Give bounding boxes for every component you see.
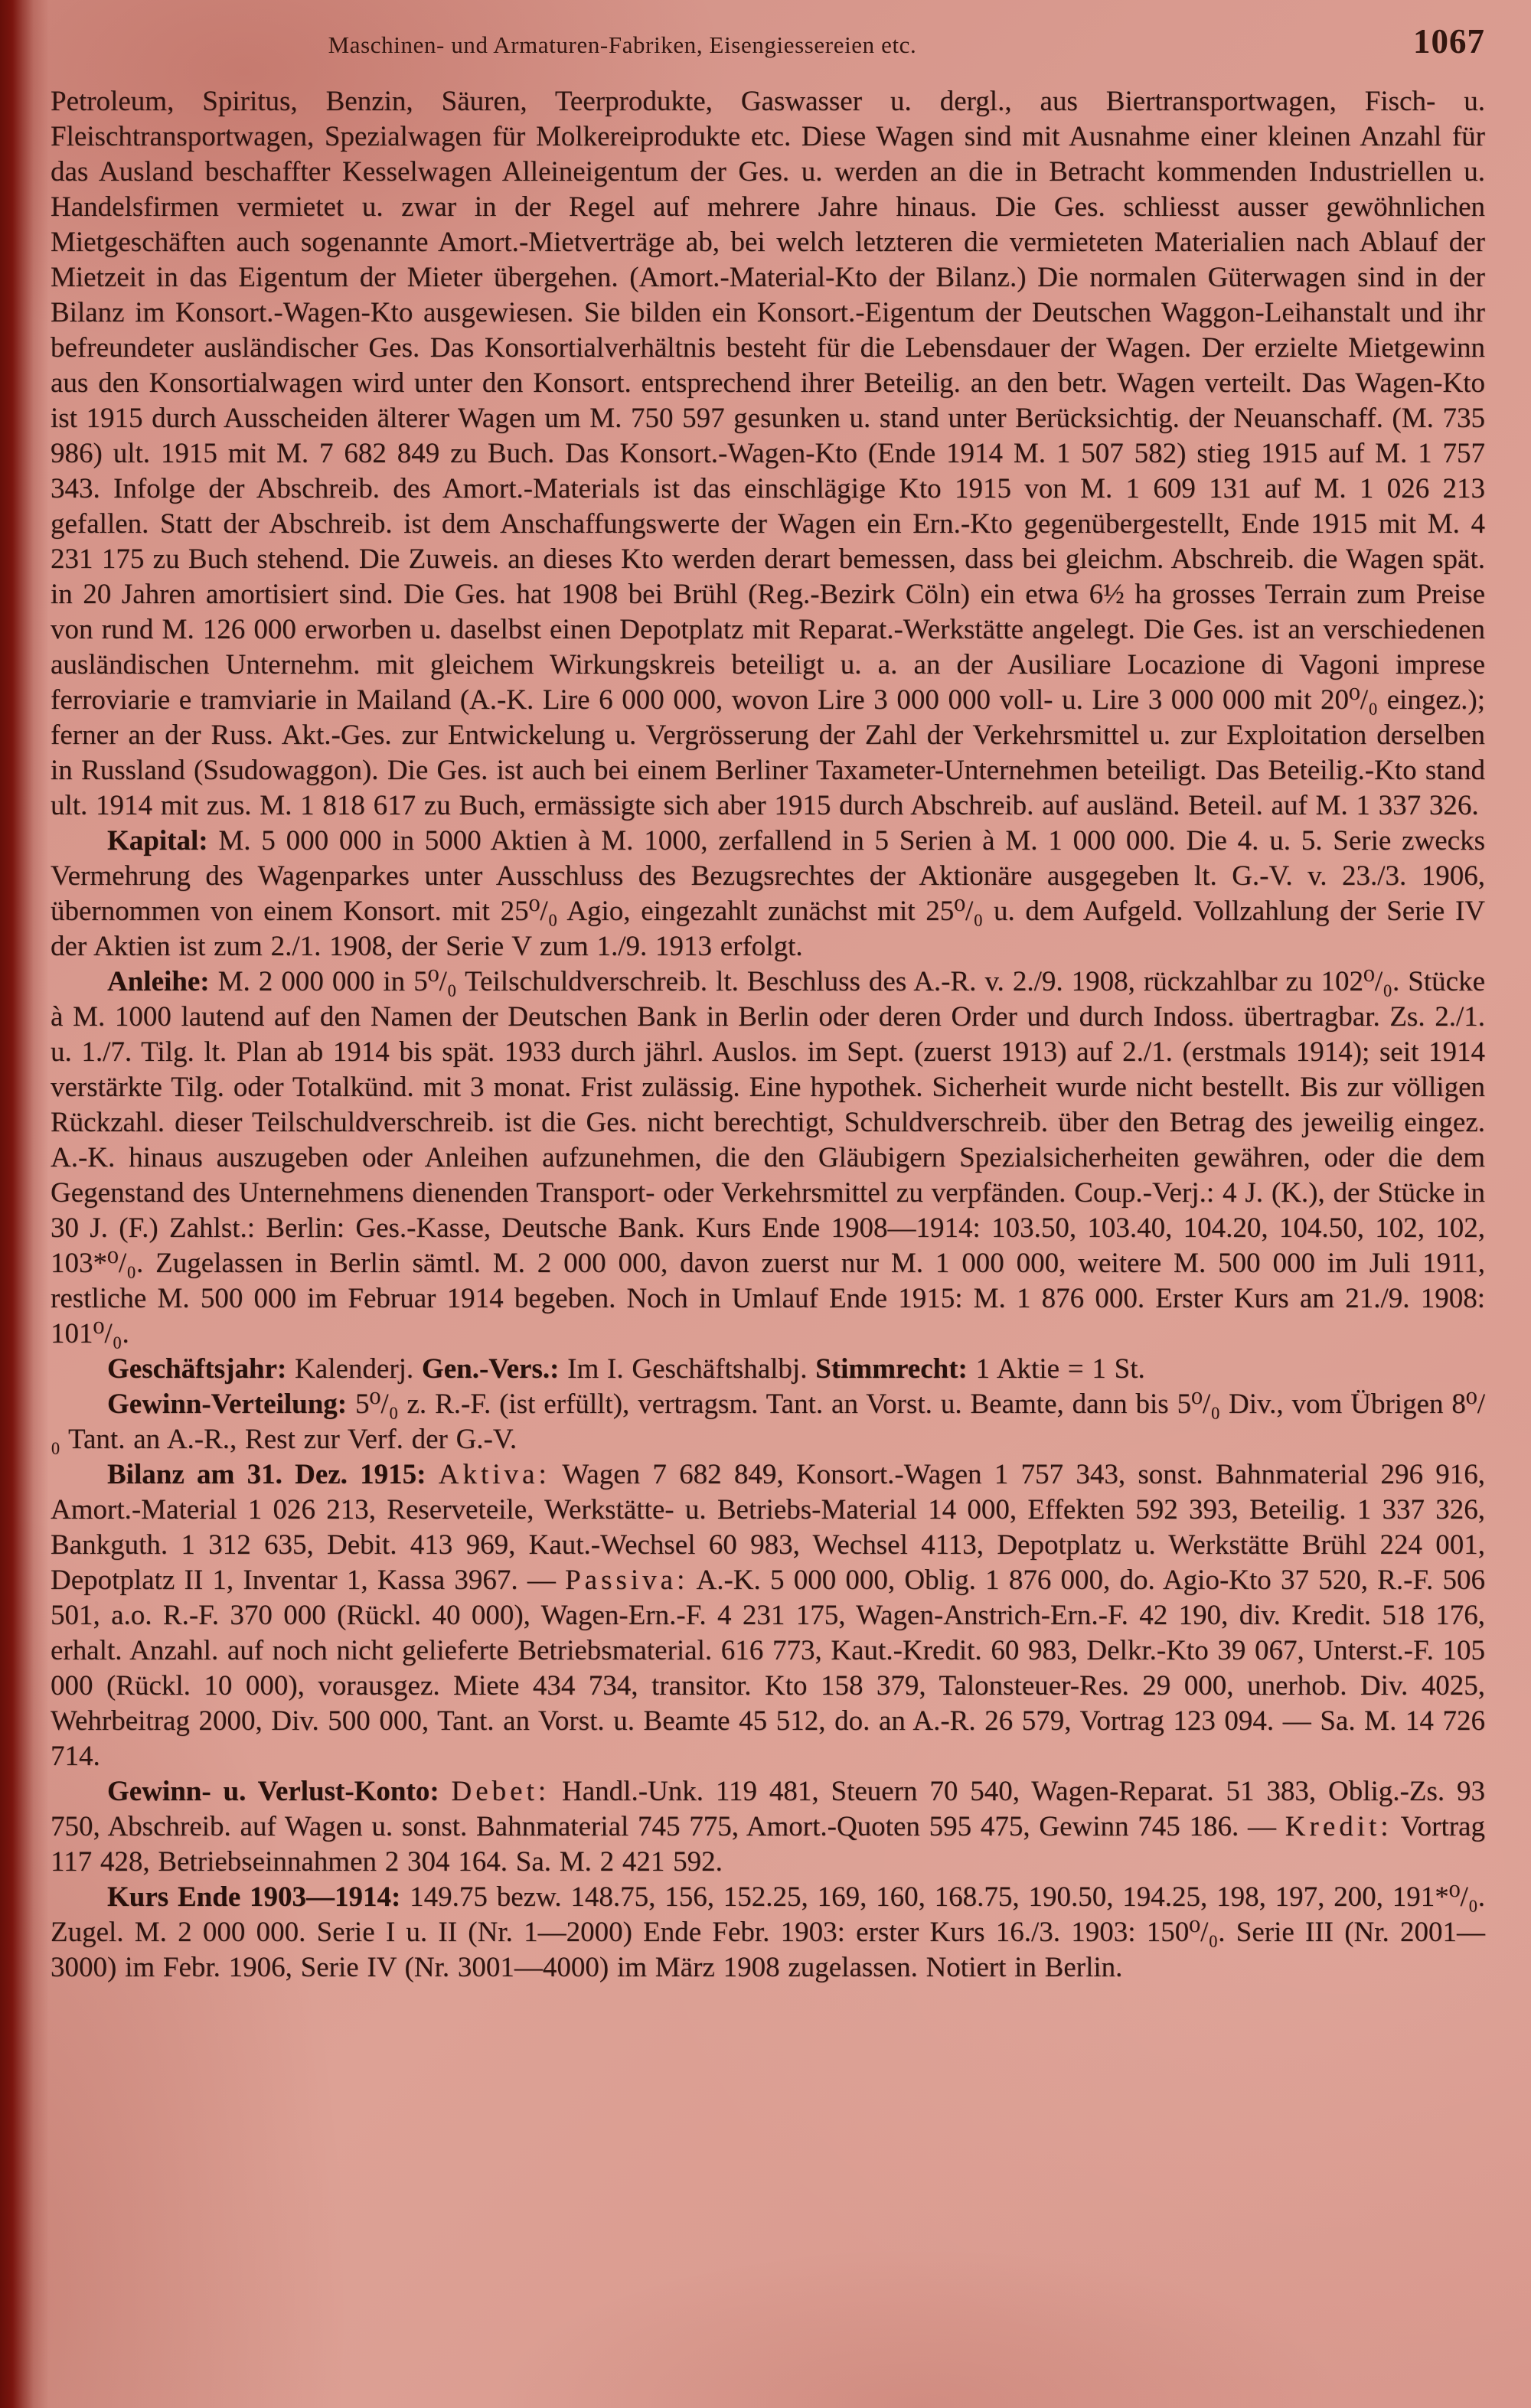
paragraph-gewinn-verteilung xyxy=(51,1387,1485,1457)
entry-body xyxy=(51,84,1485,1985)
stimmrecht-label: Stimmrecht: xyxy=(815,1353,968,1385)
gewinn-verteilung-label: Gewinn-Verteilung: xyxy=(107,1388,348,1420)
kredit-label: Kredit: xyxy=(1285,1811,1392,1842)
geschaeftsjahr-label: Geschäftsjahr: xyxy=(107,1353,287,1385)
kurs-label: Kurs Ende 1903—1914: xyxy=(107,1881,401,1913)
description-text: Petroleum, Spiritus, Benzin, Säuren, Teerprodukte, Gaswasser u. dergl., aus Biertransportwagen, Fisch- u. Fleischtransportwagen, Spezialwagen für Molkereiprodukte etc. Diese Wagen sind mit Ausnahme einer kleinen Anzahl für das Ausland beschaffter Kesselwagen Alleineigentum der Ges. u. werden an die in Betracht kommenden Industriellen u. Handelsfirmen vermietet u. zwar in der Regel auf mehrere Jahre hinaus. Die Ges. schliesst ausser gewöhnlichen Mietgeschäften auch sogenannte Amort.-Mietverträge ab, bei welch letzteren die vermieteten Materialien nach Ablauf der Mietzeit in das Eigentum der Mieter übergehen. (Amort.-Material-Kto der Bilanz.) Die normalen Güterwagen sind in der Bilanz im Konsort.-Wagen-Kto ausgewiesen. Sie bilden ein Konsort.-Eigentum der Deutschen Waggon-Leihanstalt und ihr befreundeter ausländischer Ges. Das Konsortialverhältnis besteht für die Lebensdauer der Wagen. Der erzielte Mietgewinn aus den Konsortialwagen wird unter den Konsort. entsprechend ihrer Beteilig. an den betr. Wagen verteilt. Das Wagen-Kto ist 1915 durch Ausscheiden älterer Wagen um M. 750 597 gesunken u. stand unter Berücksichtig. der Neuanschaff. (M. 735 986) ult. 1915 mit M. 7 682 849 zu Buch. Das Konsort.-Wagen-Kto (Ende 1914 M. 1 507 582) stieg 1915 auf M. 1 757 343. Infolge der Abschreib. des Amort.-Materials ist das einschlägige Kto 1915 von M. 1 609 131 auf M. 1 026 213 gefallen. Statt der Abschreib. ist dem Anschaffungswerte der Wagen ein Ern.-Kto gegenübergestellt, Ende 1915 mit M. 4 231 175 zu Buch stehend. Die Zuweis. an dieses Kto werden derart bemessen, dass bei gleichm. Abschreib. die Wagen spät. in 20 Jahren amortisiert sind. Die Ges. hat 1908 bei Brühl (Reg.-Bezirk Cöln) ein etwa 6½ ha grosses Terrain zum Preise von rund M. 126 000 erworben u. daselbst einen Depotplatz mit Reparat.-Werkstätte angelegt. Die Ges. ist an verschiedenen ausländischen Unternehm. mit gleichem Wirkungskreis beteiligt u. a. an der Ausiliare Locazione di Vagoni imprese ferroviarie e tramviarie in Mailand (A.-K. Lire 6 000 000, wovon Lire 3 000 000 voll- u. Lire 3 000 000 mit 20⁰/₀ eingez.); ferner an der Russ. Akt.-Ges. zur Entwickelung u. Vergrösserung der Zahl der Verkehrsmittel u. zur Exploitation derselben in Russland (Ssudowaggon). Die Ges. ist auch bei einem Berliner Taxameter-Unternehmen beteiligt. Das Beteilig.-Kto stand ult. 1914 mit zus. M. 1 818 617 zu Buch, ermässigte sich aber 1915 durch Abschreib. auf ausländ. Beteil. auf M. 1 337 326. xyxy=(51,86,1485,821)
bilanz-label: Bilanz am 31. Dez. 1915: xyxy=(107,1459,439,1490)
passiva-text: A.-K. 5 000 000, Oblig. 1 876 000, do. Agio-Kto 37 520, R.-F. 506 501, a.o. R.-F. 370 000 (Rückl. 40 000), Wagen-Ern.-F. 4 231 175, Wagen-Anstrich-Ern.-F. 42 190, div. Kredit. 518 176, erhalt. Anzahl. auf noch nicht gelieferte Betriebsmaterial. 616 773, Kaut.-Kredit. 60 983, Delkr.-Kto 39 067, Unterst.-F. 105 000 (Rückl. 10 000), vorausgez. Miete 434 734, transitor. Kto 158 379, Talonsteuer-Res. 29 000, unerhob. Div. 4025, Wehrbeitrag 2000, Div. 500 000, Tant. an Vorst. u. Beamte 45 512, do. an A.-R. 26 579, Vortrag 123 094. — Sa. M. 14 726 714. xyxy=(51,1565,1485,1772)
kapital-text: M. 5 000 000 in 5000 Aktien à M. 1000, zerfallend in 5 Serien à M. 1 000 000. Die 4. u. 5. Serie zwecks Vermehrung des Wagenparkes unter Ausschluss des Bezugsrechtes der Aktionäre ausgegeben lt. G.-V. v. 23./3. 1906, übernommen von einem Konsort. mit 25⁰/₀ Agio, eingezahlt zunächst mit 25⁰/₀ u. dem Aufgeld. Vollzahlung der Serie IV der Aktien ist zum 2./1. 1908, der Serie V zum 1./9. 1913 erfolgt. xyxy=(51,825,1485,962)
kredit-text: Vortrag 117 428, Betriebseinnahmen 2 304 164. Sa. M. 2 421 592. xyxy=(51,1811,1485,1878)
kurs-text: 149.75 bezw. 148.75, 156, 152.25, 169, 160, 168.75, 190.50, 194.25, 198, 197, 200, 191*⁰/₀. Zugel. M. 2 000 000. Serie I u. II (Nr. 1—2000) Ende Febr. 1903: erster Kurs 16./3. 1903: 150⁰/₀. Serie III (Nr. 2001—3000) im Febr. 1906, Serie IV (Nr. 3001—4000) im März 1908 zugelassen. Notiert in Berlin. xyxy=(51,1881,1485,1983)
stimmrecht-text: 1 Aktie = 1 St. xyxy=(967,1353,1145,1385)
guv-label: Gewinn- u. Verlust-Konto: xyxy=(107,1776,452,1807)
paragraph-kurs xyxy=(51,1880,1485,1985)
page-number: 1067 xyxy=(1413,22,1485,60)
gen-vers-text: Im I. Geschäftshalbj. xyxy=(559,1353,816,1385)
debet-label: Debet: xyxy=(451,1776,550,1807)
gewinn-verteilung-text: 5⁰/₀ z. R.-F. (ist erfüllt), vertragsm. Tant. an Vorst. u. Beamte, dann bis 5⁰/₀ Div., vom Übrigen 8⁰/₀ Tant. an A.-R., Rest zur Verf. der G.-V. xyxy=(51,1388,1485,1455)
paragraph-kapital xyxy=(51,824,1485,964)
paragraph-geschaeftsjahr xyxy=(51,1352,1485,1387)
running-header xyxy=(51,21,1485,61)
kapital-label: Kapital: xyxy=(107,825,208,857)
anleihe-label: Anleihe: xyxy=(107,966,210,997)
paragraph-description xyxy=(51,84,1485,824)
geschaeftsjahr-text-1: Kalenderj. xyxy=(286,1353,422,1385)
running-header-title: Maschinen- und Armaturen-Fabriken, Eisengiessereien etc. xyxy=(328,31,917,58)
aktiva-label: Aktiva: xyxy=(438,1459,550,1490)
debet-text: Handl.-Unk. 119 481, Steuern 70 540, Wagen-Reparat. 51 383, Oblig.-Zs. 93 750, Abschreib. auf Wagen u. sonst. Bahnmaterial 745 775, Amort.-Quoten 595 475, Gewinn 745 186. — xyxy=(51,1776,1485,1842)
anleihe-text: M. 2 000 000 in 5⁰/₀ Teilschuldverschreib. lt. Beschluss des A.-R. v. 2./9. 1908, rückzahlbar zu 102⁰/₀. Stücke à M. 1000 lautend auf den Namen der Deutschen Bank in Berlin oder deren Order und durch Indoss. übertragbar. Zs. 2./1. u. 1./7. Tilg. lt. Plan ab 1914 bis spät. 1933 durch jährl. Auslos. im Sept. (zuerst 1913) auf 2./1. (erstmals 1914); seit 1914 verstärkte Tilg. oder Totalkünd. mit 3 monat. Frist zulässig. Eine hypothek. Sicherheit wurde nicht bestellt. Bis zur völligen Rückzahl. dieser Teilschuldverschreib. ist die Ges. nicht berechtigt, Schuldverschreib. über den Betrag des jeweilig eingez. A.-K. hinaus auszugeben oder Anleihen aufzunehmen, die den Gläubigern Spezialsicherheiten gewähren, oder die dem Gegenstand des Unternehmens dienenden Transport- oder Verkehrsmittel zu verpfänden. Coup.-Verj.: 4 J. (K.), der Stücke in 30 J. (F.) Zahlst.: Berlin: Ges.-Kasse, Deutsche Bank. Kurs Ende 1908—1914: 103.50, 103.40, 104.20, 104.50, 102, 102, 103*⁰/₀. Zugelassen in Berlin sämtl. M. 2 000 000, davon zuerst nur M. 1 000 000, weitere M. 500 000 im Juli 1911, restliche M. 500 000 im Februar 1914 begeben. Noch in Umlauf Ende 1915: M. 1 876 000. Erster Kurs am 21./9. 1908: 101⁰/₀. xyxy=(51,966,1485,1349)
gen-vers-label: Gen.-Vers.: xyxy=(421,1353,560,1385)
paragraph-anleihe xyxy=(51,964,1485,1352)
passiva-label: Passiva: xyxy=(565,1565,689,1596)
paragraph-bilanz xyxy=(51,1457,1485,1774)
paragraph-gewinn-verlust-konto xyxy=(51,1774,1485,1880)
binding-edge-shadow xyxy=(0,0,49,2408)
page-content xyxy=(51,21,1485,1985)
aktiva-text: Wagen 7 682 849, Konsort.-Wagen 1 757 343, sonst. Bahnmaterial 296 916, Amort.-Material 1 026 213, Reserveteile, Werkstätte- u. Betriebs-Material 14 000, Effekten 592 393, Beteilig. 1 337 326, Bankguth. 1 312 635, Debit. 413 969, Kaut.-Wechsel 60 983, Wechsel 4113, Depotplatz u. Werkstätte Brühl 224 001, Depotplatz II 1, Inventar 1, Kassa 3967. — xyxy=(51,1459,1486,1596)
